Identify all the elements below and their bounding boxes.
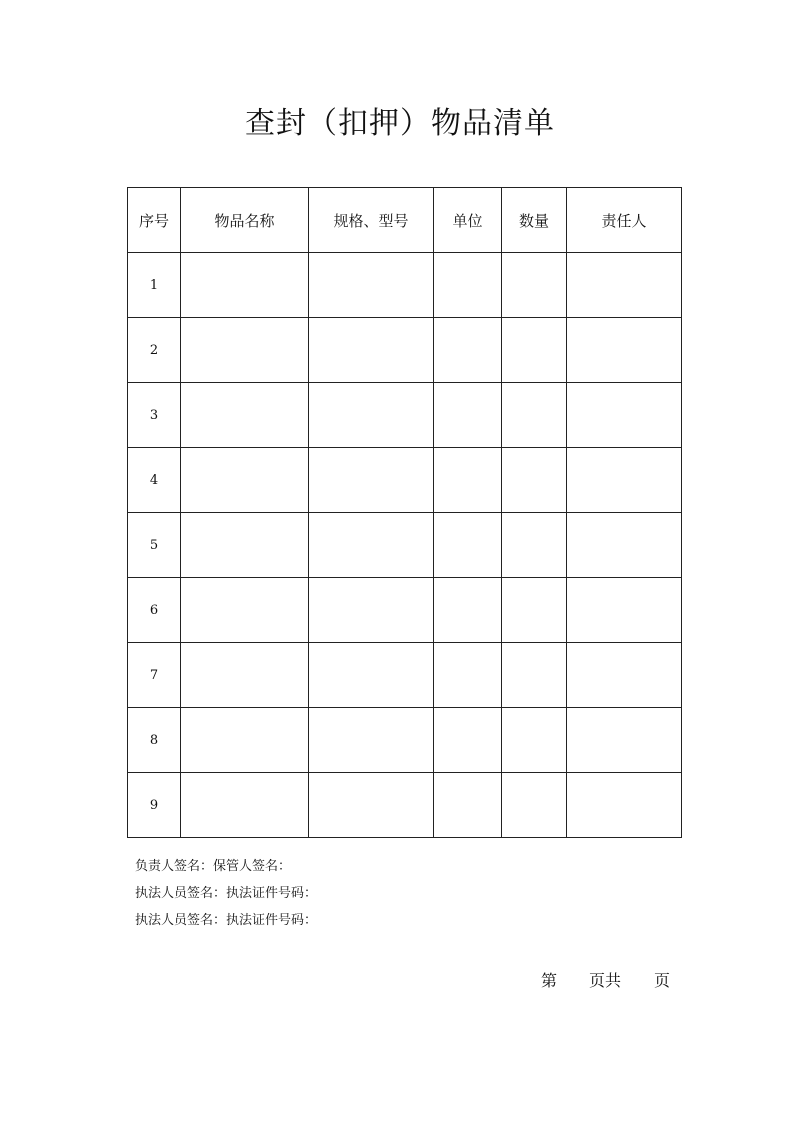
unit-cell[interactable]: [434, 253, 502, 318]
item-name-cell[interactable]: [181, 318, 309, 383]
page-number-middle: 页共: [589, 971, 622, 990]
table-row: [128, 383, 682, 448]
item-name-cell[interactable]: [181, 383, 309, 448]
row-index: 2: [128, 318, 181, 383]
quantity-cell[interactable]: [502, 773, 567, 838]
signature-line-custodian: 负责人签名：保管人签名：: [135, 859, 292, 874]
spec-model-cell[interactable]: [309, 578, 434, 643]
quantity-cell[interactable]: [502, 448, 567, 513]
unit-cell[interactable]: [434, 383, 502, 448]
row-index: 7: [128, 643, 181, 708]
spec-model-cell[interactable]: [309, 643, 434, 708]
signature-line-officer-2: 执法人员签名：执法证件号码：: [135, 913, 318, 928]
item-name-cell[interactable]: [181, 708, 309, 773]
item-name-cell[interactable]: [181, 578, 309, 643]
row-index: 5: [128, 513, 181, 578]
page-number-suffix: 页: [654, 971, 671, 990]
table-row: [128, 253, 682, 318]
page-title: 查封（扣押）物品清单: [245, 106, 555, 141]
row-index: 3: [128, 383, 181, 448]
quantity-cell[interactable]: [502, 513, 567, 578]
spec-model-cell[interactable]: [309, 513, 434, 578]
quantity-cell[interactable]: [502, 383, 567, 448]
unit-cell[interactable]: [434, 708, 502, 773]
signature-line-officer-1: 执法人员签名：执法证件号码：: [135, 886, 318, 901]
table-row: [128, 578, 682, 643]
table-row: [128, 448, 682, 513]
row-index: 9: [128, 773, 181, 838]
table-header-row: [128, 188, 682, 253]
responsible-person-cell[interactable]: [567, 773, 682, 838]
responsible-person-cell[interactable]: [567, 448, 682, 513]
quantity-cell[interactable]: [502, 578, 567, 643]
item-name-cell[interactable]: [181, 773, 309, 838]
column-header-responsible-person: 责任人: [567, 188, 682, 253]
responsible-person-cell[interactable]: [567, 513, 682, 578]
quantity-cell[interactable]: [502, 318, 567, 383]
responsible-person-cell[interactable]: [567, 383, 682, 448]
column-header-spec-model: 规格、型号: [309, 188, 434, 253]
unit-cell[interactable]: [434, 773, 502, 838]
page-number-prefix: 第: [541, 971, 558, 990]
responsible-person-cell[interactable]: [567, 643, 682, 708]
row-index: 1: [128, 253, 181, 318]
quantity-cell[interactable]: [502, 643, 567, 708]
table-row: [128, 318, 682, 383]
inventory-table: [127, 187, 682, 838]
spec-model-cell[interactable]: [309, 448, 434, 513]
table-row: [128, 513, 682, 578]
item-name-cell[interactable]: [181, 253, 309, 318]
unit-cell[interactable]: [434, 578, 502, 643]
unit-cell[interactable]: [434, 643, 502, 708]
column-header-quantity: 数量: [502, 188, 567, 253]
spec-model-cell[interactable]: [309, 383, 434, 448]
quantity-cell[interactable]: [502, 708, 567, 773]
responsible-person-cell[interactable]: [567, 708, 682, 773]
item-name-cell[interactable]: [181, 513, 309, 578]
row-index: 8: [128, 708, 181, 773]
responsible-person-cell[interactable]: [567, 318, 682, 383]
column-header-index: 序号: [128, 188, 181, 253]
table-row: [128, 708, 682, 773]
row-index: 4: [128, 448, 181, 513]
spec-model-cell[interactable]: [309, 253, 434, 318]
item-name-cell[interactable]: [181, 643, 309, 708]
spec-model-cell[interactable]: [309, 708, 434, 773]
item-name-cell[interactable]: [181, 448, 309, 513]
quantity-cell[interactable]: [502, 253, 567, 318]
table-row: [128, 773, 682, 838]
column-header-item-name: 物品名称: [181, 188, 309, 253]
unit-cell[interactable]: [434, 318, 502, 383]
column-header-unit: 单位: [434, 188, 502, 253]
page-number-indicator: [541, 968, 681, 990]
table-row: [128, 643, 682, 708]
unit-cell[interactable]: [434, 513, 502, 578]
spec-model-cell[interactable]: [309, 773, 434, 838]
responsible-person-cell[interactable]: [567, 253, 682, 318]
spec-model-cell[interactable]: [309, 318, 434, 383]
row-index: 6: [128, 578, 181, 643]
responsible-person-cell[interactable]: [567, 578, 682, 643]
unit-cell[interactable]: [434, 448, 502, 513]
